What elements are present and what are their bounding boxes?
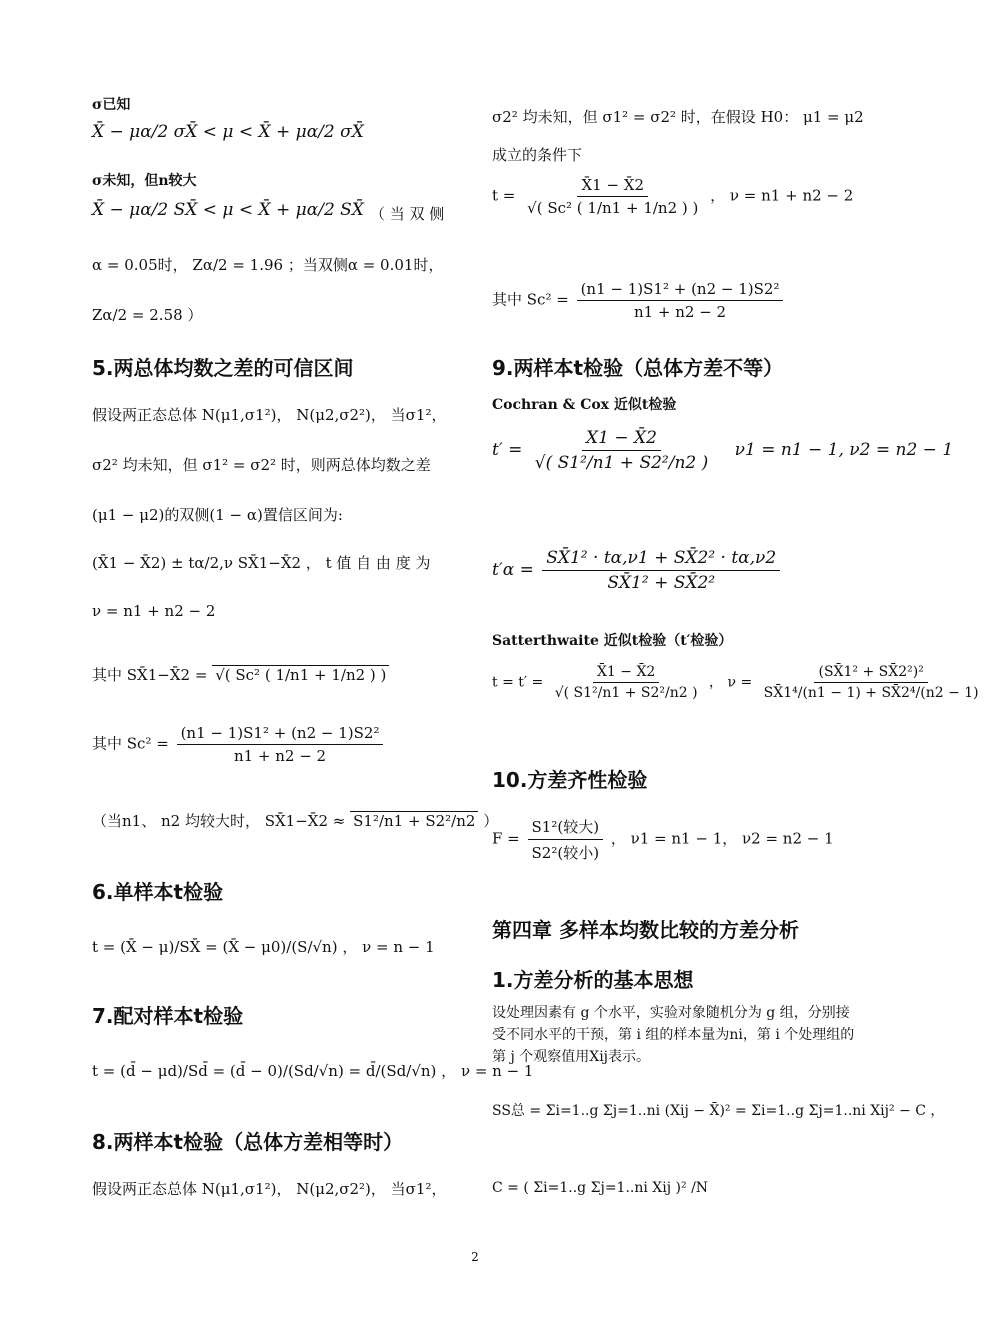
sec6-formula: t = (X̄ − μ)/SX̄ = (X̄ − μ0)/(S/√n) ， ν = n − 1 bbox=[92, 938, 435, 956]
r-t-nu: ， ν = n1 + n2 − 2 bbox=[710, 186, 854, 205]
ci-unknown-formula: X̄ − μα/2 SX̄ < μ < X̄ + μα/2 SX̄ bbox=[92, 200, 364, 220]
r-sc-num: (n1 − 1)S1² + (n2 − 1)S2² bbox=[577, 280, 784, 301]
sec5-nu: ν = n1 + n2 − 2 bbox=[92, 602, 216, 620]
r-para1: σ2² 均未知，但 σ1² = σ2² 时，在假设 H0： μ1 = μ2 bbox=[492, 108, 864, 126]
sec5-sc-num: (n1 − 1)S1² + (n2 − 1)S2² bbox=[177, 724, 384, 745]
sec5-large-label: （当n1、 n2 均较大时， SX̄1−X̄2 ≈ bbox=[92, 812, 346, 830]
sec10-frac bbox=[528, 816, 604, 863]
sec9-t1-nu: ν1 = n1 − 1, ν2 = n2 − 1 bbox=[734, 440, 954, 460]
sec10-den: S2²(较小) bbox=[531, 844, 600, 862]
page-number: 2 bbox=[471, 1250, 479, 1264]
r-t-num: X̄1 − X̄2 bbox=[577, 176, 648, 197]
sec5-para1: 假设两正态总体 N(μ1,σ1²)， N(μ2,σ2²)， 当σ1²， bbox=[92, 406, 447, 424]
sec9-t2-frac bbox=[542, 548, 780, 593]
sec9-t3-frac bbox=[551, 664, 702, 701]
sigma-known-label: σ已知 bbox=[92, 97, 131, 113]
r-sc-formula bbox=[492, 280, 786, 321]
sec9-t1-num: X1 − X̄2 bbox=[582, 428, 661, 451]
sec5-large-end: ） bbox=[483, 812, 499, 830]
sec5-sc-label: 其中 Sc² = bbox=[92, 734, 169, 753]
sec5-para4: (X̄1 − X̄2) ± tα/2,ν SX̄1−X̄2 ， t 值 自 由 度 为 bbox=[92, 554, 431, 572]
sec5-s-label: 其中 SX̄1−X̄2 = bbox=[92, 666, 208, 684]
sec5-para3: (μ1 − μ2)的双侧(1 − α)置信区间为: bbox=[92, 506, 343, 524]
sec5-s-formula bbox=[92, 664, 389, 685]
sec9-nu-frac bbox=[760, 664, 983, 701]
sec5-sc-den: n1 + n2 − 2 bbox=[233, 747, 327, 765]
sec8-para1: 假设两正态总体 N(μ1,σ1²)， N(μ2,σ2²)， 当σ1²， bbox=[92, 1180, 447, 1198]
ch4-ss-formula: SS总 = Σi=1..g Σj=1..ni (Xij − X̄)² = Σi=1..g Σj=1..ni Xij² − C ， bbox=[492, 1103, 945, 1119]
sec9-t1-frac bbox=[531, 428, 713, 473]
sec9-t2-formula bbox=[492, 548, 783, 593]
sec6-title: 6.单样本t检验 bbox=[92, 880, 224, 904]
sec9-nu-den: SX̄1⁴/(n1 − 1) + SX̄2⁴/(n2 − 1) bbox=[763, 685, 979, 701]
r-sc-frac bbox=[577, 280, 784, 321]
sec10-label: F = bbox=[492, 829, 520, 848]
sec9-t2-label: t′α = bbox=[492, 560, 534, 580]
sec9-t1-formula bbox=[492, 428, 953, 473]
sec5-sc-frac bbox=[177, 724, 384, 765]
sec9-nu-num: (SX̄1² + SX̄2²)² bbox=[814, 664, 927, 683]
ci-unknown-note: （ 当 双 侧 bbox=[370, 205, 445, 223]
ci-known-formula: X̄ − μα/2 σX̄ < μ < X̄ + μα/2 σX̄ bbox=[92, 122, 364, 142]
sec9-t2-den: SX̄1² + SX̄2² bbox=[607, 573, 716, 593]
r-t-den: √( Sc² ( 1/n1 + 1/n2 ) ) bbox=[527, 199, 699, 217]
sec10-formula bbox=[492, 816, 834, 863]
r-t-label: t = bbox=[492, 186, 516, 205]
sec10-num: S1²(较大) bbox=[528, 816, 604, 840]
sec5-large-expr: S1²/n1 + S2²/n2 bbox=[350, 811, 478, 830]
sec7-formula: t = (d̄ − μd)/Sd̄ = (d̄ − 0)/(Sd/√n) = d̄/(Sd/√n) ， ν = n − 1 bbox=[92, 1062, 534, 1080]
ch4-sec1-title: 1.方差分析的基本思想 bbox=[492, 968, 694, 992]
note-line2: α = 0.05时， Zα/2 = 1.96 ；当双侧α = 0.01时， bbox=[92, 256, 444, 274]
sec10-nu: ， ν1 = n1 − 1， ν2 = n2 − 1 bbox=[610, 829, 834, 848]
ch4-paragraph: 设处理因素有 g 个水平，实验对象随机分为 g 组，分别接受不同水平的干预，第 i 组的样本量为ni，第 i 个处理组的第 j 个观察值用Xij表示。 bbox=[492, 1005, 855, 1065]
r-sc-label: 其中 Sc² = bbox=[492, 290, 569, 309]
sec5-large-formula bbox=[92, 810, 498, 831]
sec9-t3-formula bbox=[492, 664, 986, 701]
sec9-nu-label: ， ν = bbox=[709, 674, 753, 691]
sec5-sc-formula bbox=[92, 724, 386, 765]
sec5-title: 5.两总体均数之差的可信区间 bbox=[92, 356, 354, 380]
r-para2: 成立的条件下 bbox=[492, 146, 583, 164]
ch4-c-formula: C = ( Σi=1..g Σj=1..ni Xij )² /N bbox=[492, 1180, 709, 1196]
r-t-formula bbox=[492, 176, 853, 217]
r-sc-den: n1 + n2 − 2 bbox=[633, 303, 727, 321]
sec9-t1-label: t′ = bbox=[492, 440, 523, 460]
sec10-title: 10.方差齐性检验 bbox=[492, 768, 648, 792]
sec9-t1-den: √( S1²/n1 + S2²/n2 ) bbox=[534, 453, 709, 473]
sec9-title: 9.两样本t检验（总体方差不等） bbox=[492, 356, 784, 380]
sec9-t3-den: √( S1²/n1 + S2²/n2 ) bbox=[554, 685, 698, 701]
sec9-t3-num: X̄1 − X̄2 bbox=[593, 664, 659, 683]
sigma-unknown-label: σ未知，但n较大 bbox=[92, 173, 197, 189]
sec9-sub1: Cochran & Cox 近似t检验 bbox=[492, 397, 677, 413]
chapter4-title: 第四章 多样本均数比较的方差分析 bbox=[492, 918, 799, 942]
sec5-s-expr: √( Sc² ( 1/n1 + 1/n2 ) ) bbox=[212, 665, 389, 684]
sec7-title: 7.配对样本t检验 bbox=[92, 1004, 244, 1028]
sec9-t3-label: t = t′ = bbox=[492, 674, 544, 691]
sec8-title: 8.两样本t检验（总体方差相等时） bbox=[92, 1130, 404, 1154]
note-line3: Zα/2 = 2.58 ） bbox=[92, 306, 203, 324]
sec5-para2: σ2² 均未知，但 σ1² = σ2² 时，则两总体均数之差 bbox=[92, 456, 431, 474]
sec9-t2-num: SX̄1² · tα,ν1 + SX̄2² · tα,ν2 bbox=[542, 548, 780, 571]
sec9-sub2: Satterthwaite 近似t检验（t′检验） bbox=[492, 633, 733, 649]
r-t-frac bbox=[523, 176, 702, 217]
